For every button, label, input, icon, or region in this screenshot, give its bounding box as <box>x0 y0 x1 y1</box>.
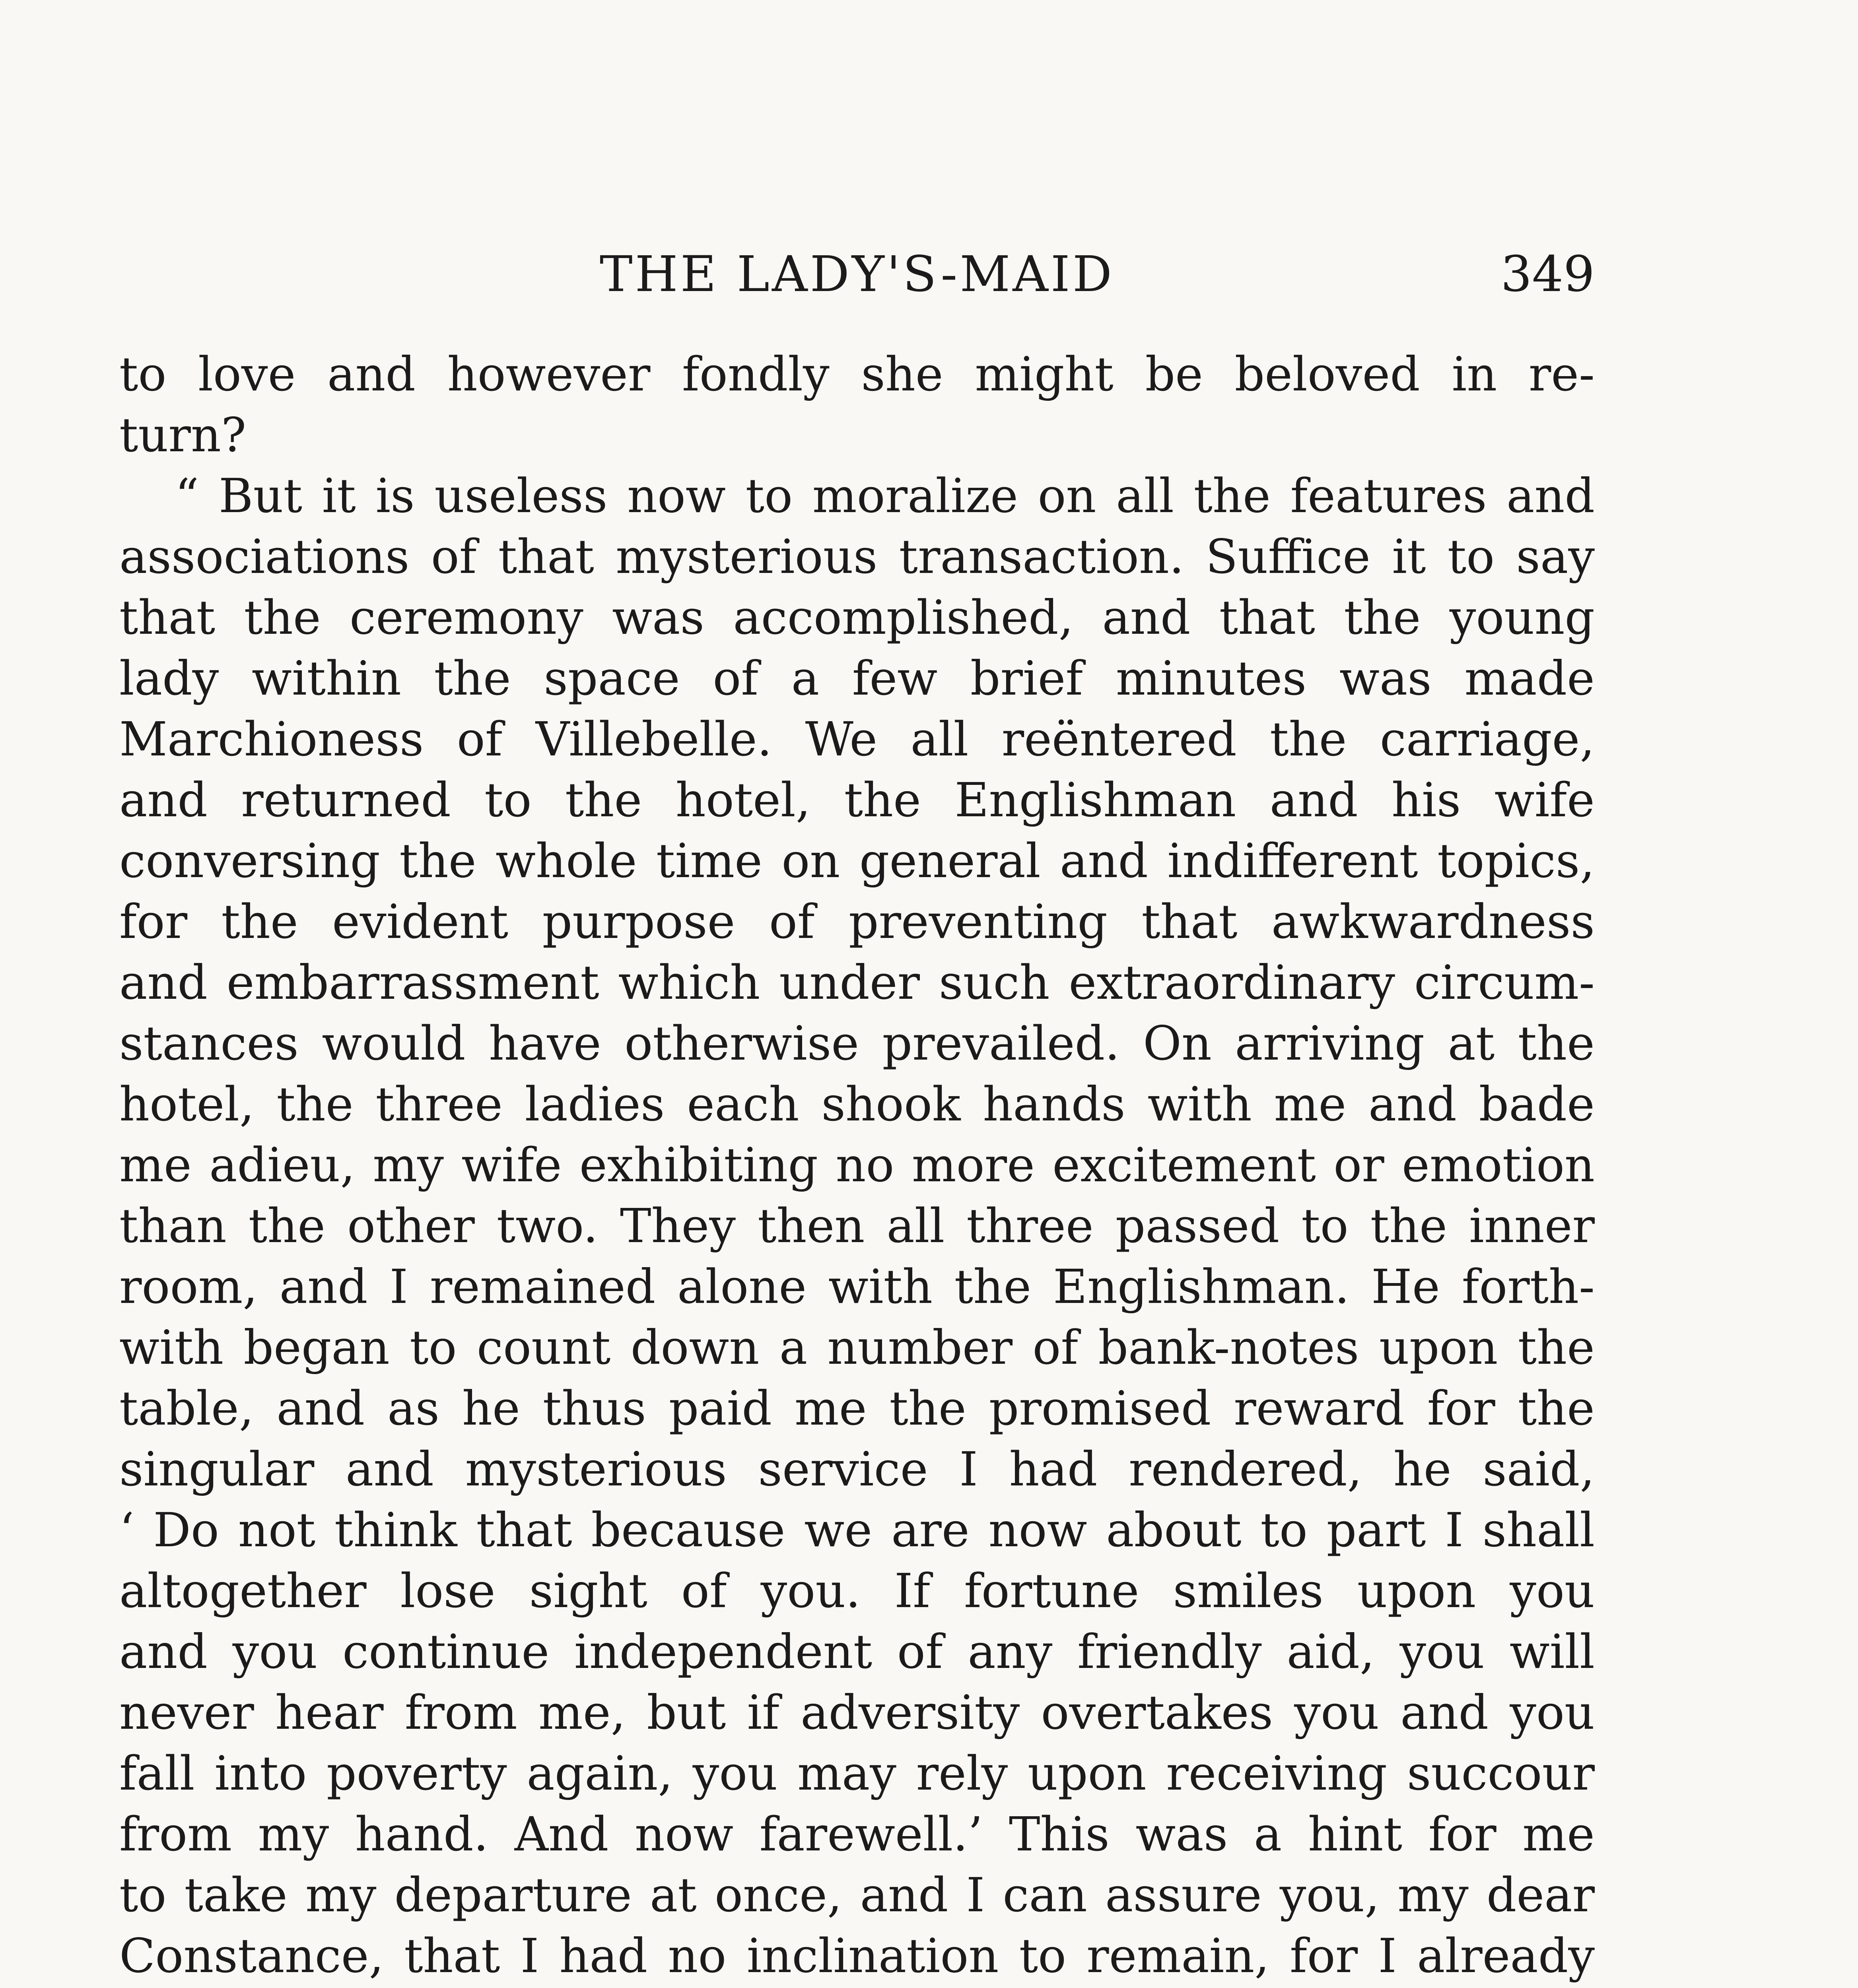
text-line: Constance, that I had no inclination to remain, for I already <box>119 1928 1595 1983</box>
text-line: and you continue independent of any friendly aid, you will <box>119 1624 1595 1679</box>
text-line: to love and however fondly she might be beloved in re- <box>119 347 1595 402</box>
text-line: conversing the whole time on general and indifferent topics, <box>119 833 1595 888</box>
text-line: lady within the space of a few brief minutes was made <box>119 651 1595 706</box>
page-number: 349 <box>1500 246 1595 303</box>
text-line: “ But it is useless now to moralize on all the features and <box>175 468 1595 523</box>
text-line: Marchioness of Villebelle. We all reëntered the carriage, <box>119 712 1595 767</box>
text-line: for the evident purpose of preventing that awkwardness <box>119 894 1595 949</box>
text-line: than the other two. They then all three passed to the inner <box>119 1198 1595 1253</box>
text-line: turn? <box>119 408 247 462</box>
text-line: hotel, the three ladies each shook hands with me and bade <box>119 1077 1595 1132</box>
text-line: ‘ Do not think that because we are now about to part I shall <box>119 1503 1595 1557</box>
paragraph <box>119 466 1595 1988</box>
text-line: me adieu, my wife exhibiting no more excitement or emotion <box>119 1138 1595 1192</box>
text-line: table, and as he thus paid me the promised reward for the <box>119 1381 1595 1436</box>
running-title: THE LADY'S-MAID <box>599 246 1115 303</box>
body-text <box>119 344 1595 1988</box>
text-line: and returned to the hotel, the Englishman and his wife <box>119 773 1595 827</box>
text-line: stances would have otherwise prevailed. On arriving at the <box>119 1016 1595 1071</box>
text-line <box>119 1986 1595 1988</box>
text-line: never hear from me, but if adversity overtakes you and you <box>119 1685 1595 1740</box>
paragraph <box>119 344 1595 466</box>
text-line: associations of that mysterious transaction. Suffice it to say <box>119 529 1595 584</box>
running-head <box>119 239 1595 310</box>
text-line: singular and mysterious service I had rendered, he said, <box>119 1442 1595 1497</box>
text-line: and embarrassment which under such extraordinary circum- <box>119 955 1595 1010</box>
text-line: from my hand. And now farewell.’ This was a hint for me <box>119 1807 1595 1862</box>
text-line: room, and I remained alone with the Englishman. He forth- <box>119 1259 1595 1314</box>
text-line: altogether lose sight of you. If fortune smiles upon you <box>119 1563 1595 1618</box>
text-line: fall into poverty again, you may rely upon receiving succour <box>119 1746 1595 1801</box>
text-line: to take my departure at once, and I can assure you, my dear <box>119 1868 1595 1922</box>
text-line: that the ceremony was accomplished, and that the young <box>119 590 1595 645</box>
text-line: with began to count down a number of bank-notes upon the <box>119 1320 1595 1375</box>
